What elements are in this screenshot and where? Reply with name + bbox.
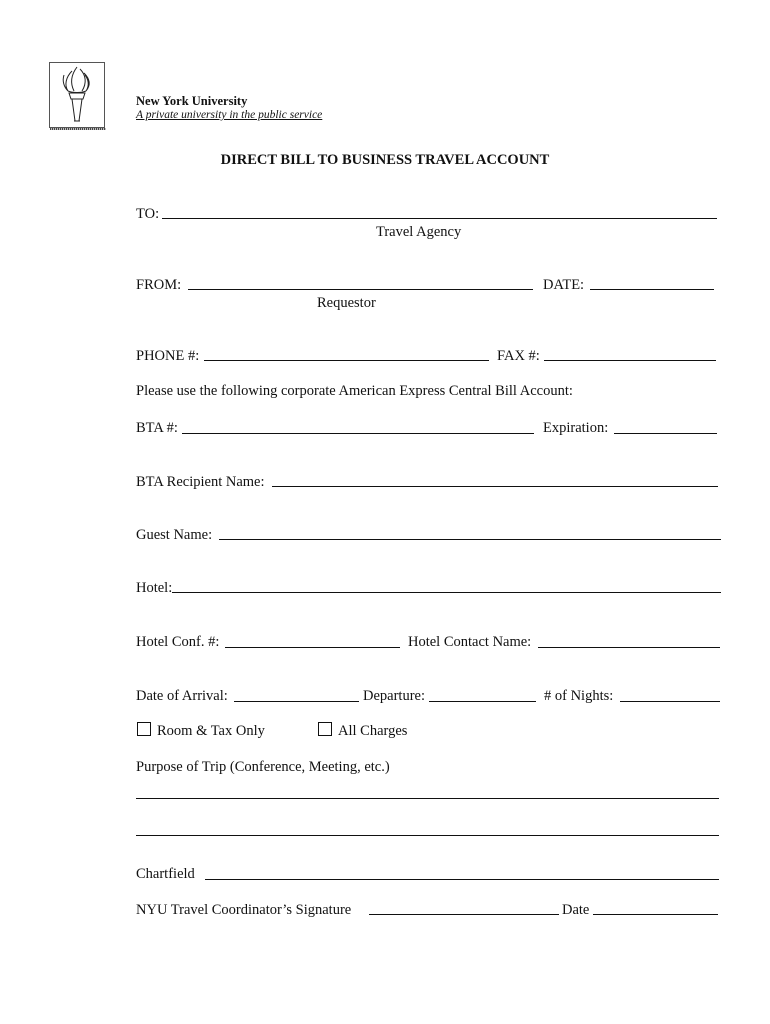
university-logo [49,62,105,128]
all-charges-label: All Charges [338,723,408,739]
chartfield-label: Chartfield [136,866,195,882]
all-charges-checkbox[interactable] [318,722,332,736]
bta-field[interactable] [182,433,534,434]
nights-field[interactable] [620,701,720,702]
expiration-label: Expiration: [543,420,609,436]
university-name: New York University [136,94,248,108]
bta-recipient-label: BTA Recipient Name: [136,474,265,490]
from-field[interactable] [188,289,533,290]
fax-label: FAX #: [497,348,540,364]
purpose-line-1[interactable] [136,798,719,799]
torch-icon [50,63,104,127]
date-field[interactable] [590,289,714,290]
purpose-line-2[interactable] [136,835,719,836]
hotel-conf-field[interactable] [225,647,400,648]
form-title: DIRECT BILL TO BUSINESS TRAVEL ACCOUNT [220,152,550,168]
bta-label: BTA #: [136,420,178,436]
room-tax-checkbox[interactable] [137,722,151,736]
from-label: FROM: [136,277,182,293]
hotel-conf-label: Hotel Conf. #: [136,634,220,650]
signature-date-label: Date [562,902,590,918]
instruction-text: Please use the following corporate American Express Central Bill Account: [136,383,573,399]
departure-field[interactable] [429,701,536,702]
purpose-label: Purpose of Trip (Conference, Meeting, etc.) [136,759,390,775]
guest-label: Guest Name: [136,527,213,543]
fax-field[interactable] [544,360,716,361]
logo-underline [50,128,106,130]
to-field[interactable] [162,218,717,219]
phone-field[interactable] [204,360,489,361]
hotel-contact-label: Hotel Contact Name: [408,634,532,650]
nights-label: # of Nights: [544,688,614,704]
signature-label: NYU Travel Coordinator’s Signature [136,902,352,918]
hotel-label: Hotel: [136,580,173,596]
bta-recipient-field[interactable] [272,486,718,487]
room-tax-label: Room & Tax Only [157,723,265,739]
hotel-field[interactable] [172,592,721,593]
chartfield-field[interactable] [205,879,719,880]
signature-field[interactable] [369,914,559,915]
to-label: TO: [136,206,160,222]
arrival-field[interactable] [234,701,359,702]
date-label: DATE: [543,277,585,293]
signature-date-field[interactable] [593,914,718,915]
guest-field[interactable] [219,539,721,540]
hotel-contact-field[interactable] [538,647,720,648]
from-sublabel: Requestor [317,295,376,311]
expiration-field[interactable] [614,433,717,434]
arrival-label: Date of Arrival: [136,688,228,704]
departure-label: Departure: [363,688,425,704]
phone-label: PHONE #: [136,348,200,364]
to-sublabel: Travel Agency [376,224,462,240]
university-tagline: A private university in the public service [136,109,323,121]
